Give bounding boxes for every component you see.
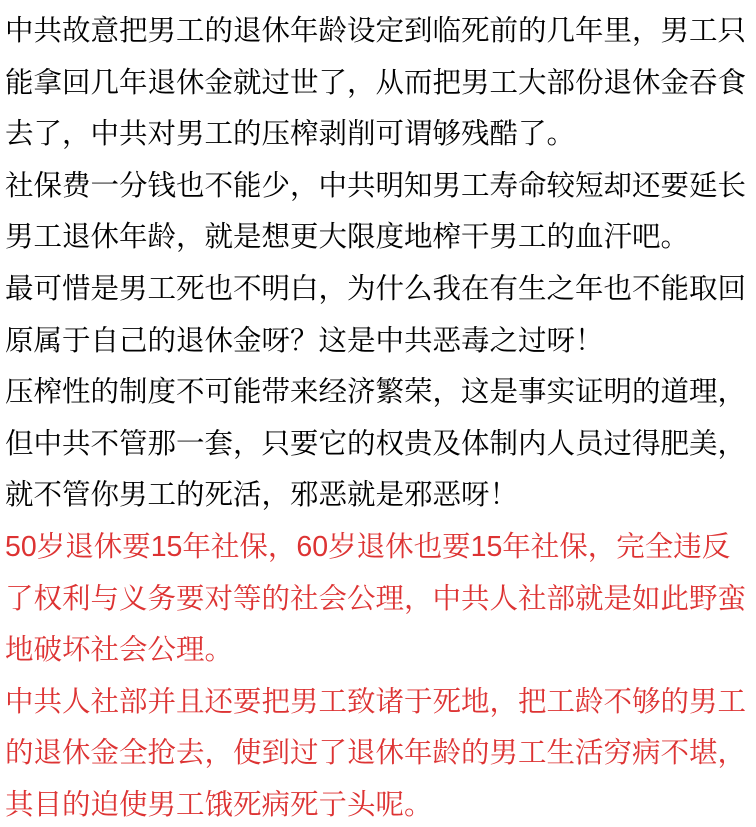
paragraph-2: 社保费一分钱也不能少，中共明知男工寿命较短却还要延长男工退休年龄，就是想更大限度地榨干男工的血汗吧。: [5, 169, 747, 254]
paragraph-1: 中共故意把男工的退休年龄设定到临死前的几年里，男工只能拿回几年退休金就过世了，从而把男工大部份退休金吞食去了，中共对男工的压榨剥削可谓够残酷了。: [5, 15, 747, 151]
paragraph-3: 最可惜是男工死也不明白，为什么我在有生之年也不能取回原属于自己的退休金呀？这是中共恶毒之过呀！: [5, 272, 747, 357]
paragraph-6-emphasis: 中共人社部并且还要把男工致诸于死地，把工龄不够的男工的退休金全抢去，使到过了退休年龄的男工生活穷病不堪，其目的迫使男工饿死病死亍头呢。: [5, 685, 747, 821]
paragraph-5-emphasis: 50岁退休要15年社保，60岁退休也要15年社保，完全违反了权利与义务要对等的社会公理，中共人社部就是如此野蛮地破坏社会公理。: [5, 530, 747, 667]
paragraph-4: 压榨性的制度不可能带来经济繁荣，这是事实证明的道理，但中共不管那一套，只要它的权贵及体制内人员过得肥美，就不管你男工的死活，邪恶就是邪恶呀！: [5, 376, 747, 512]
